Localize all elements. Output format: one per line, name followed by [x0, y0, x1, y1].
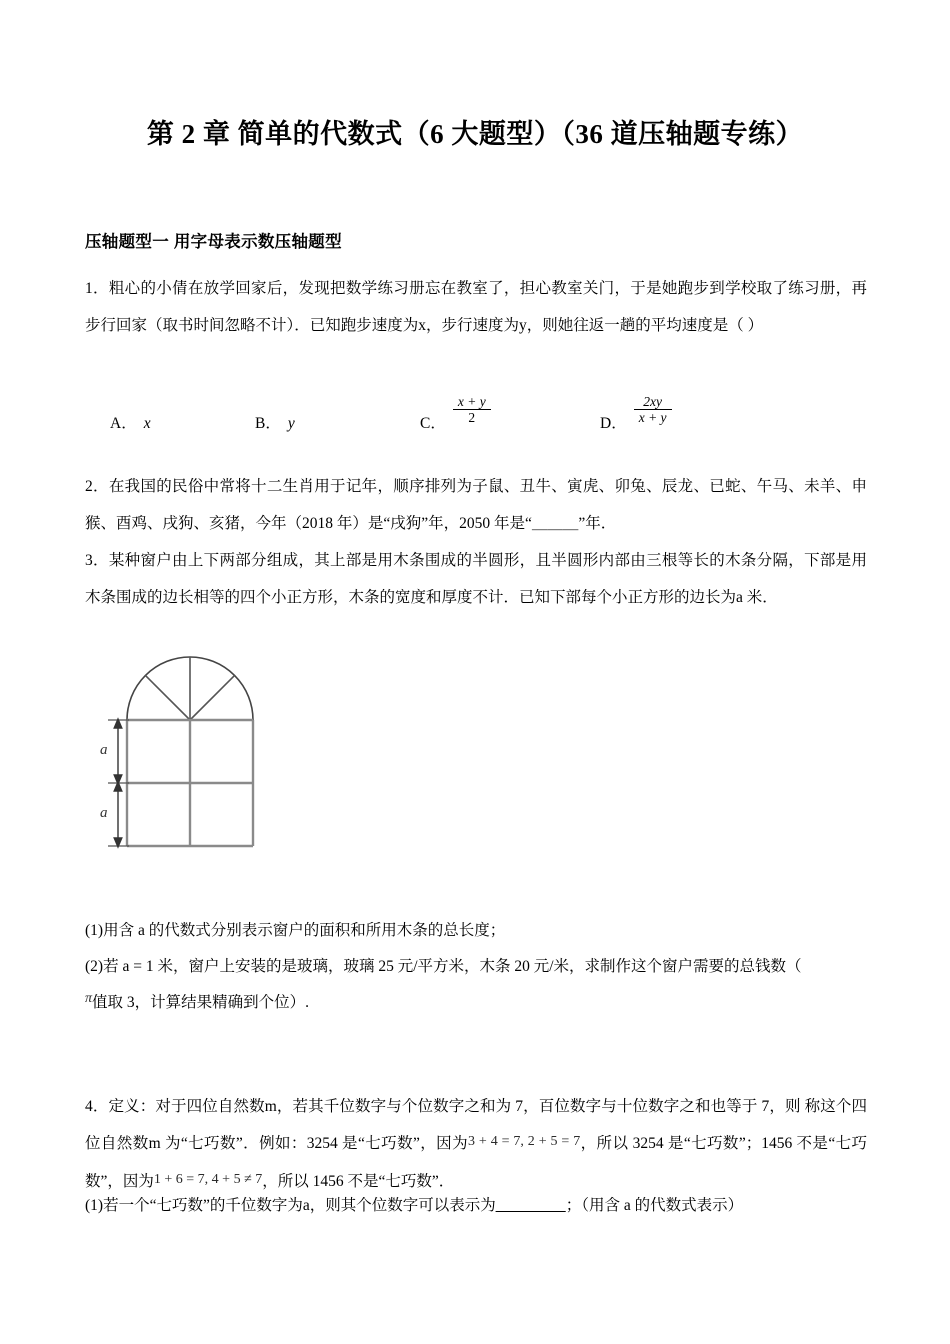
page-title: 第 2 章 简单的代数式（6 大题型）（36 道压轴题专练）	[146, 119, 804, 149]
pi-symbol: π	[85, 991, 93, 1006]
dimension-label-top: a	[100, 742, 108, 758]
question-2-text: 2．在我国的民俗中常将十二生肖用于记年，顺序排列为子鼠、丑牛、寅虎、卯兔、辰龙、已蛇、午马、未羊、申猴、酉鸡、戌狗、亥猪，今年（2018 年）是“戌狗”年，2050 年是“＿＿＿”年．	[85, 478, 867, 532]
question-4-line-3: ，所以 3254 是“七	[580, 1135, 708, 1152]
question-3-sub-2-cont	[85, 985, 867, 1022]
choice-b-value: y	[287, 415, 295, 432]
question-4-equation-1: 3 + 4 = 7, 2 + 5 = 7	[467, 1134, 581, 1149]
question-3-sub-2	[85, 949, 867, 985]
choice-d-numerator: 2xy	[643, 393, 662, 409]
question-4-equation-2: 1 + 6 = 7, 4 + 5 ≠ 7	[153, 1172, 263, 1187]
choice-b[interactable]	[255, 411, 295, 433]
question-1-choices	[110, 383, 870, 433]
choice-c-numerator: x + y	[457, 393, 486, 409]
question-3-sub-1: (1)用含 a 的代数式分别表示窗户的面积和所用木条的总长度；	[85, 922, 506, 939]
question-3-sub-2-tail: 值取 3，计算结果精确到个位）.	[92, 994, 310, 1011]
choice-a-value: x	[143, 415, 151, 432]
choice-c-label: C．	[420, 415, 446, 432]
choice-c-denominator: 2	[453, 409, 491, 425]
question-4-line-4: 巧数”；1456 不是“七巧数”，因为	[85, 1135, 868, 1190]
question-3-sub-2-text: (2)若 a = 1 米，窗户上安装的是玻璃，玻璃 25 元/平方米，木条 20 元/米，求制作这个窗户需要的总钱数（	[85, 958, 802, 975]
choice-d-denominator: x + y	[634, 409, 672, 425]
question-4-sub-1-text: (1)若一个“七巧数”的千位数字为a，则其个位数字可以表示为	[85, 1197, 496, 1214]
question-1-text: 1．粗心的小倩在放学回家后，发现把数学练习册忘在教室了，担心教室关门，于是她跑步到学校取了练习册，再步行回家（取书时间忽略不计）．已知跑步速度为x，步行速度为y，则她往返一趟的平均速度是（ ）	[85, 280, 867, 334]
choice-d-fraction	[634, 394, 672, 425]
question-4-line-5: ，所以 1456 不是“七巧数”．	[262, 1173, 455, 1190]
question-4-line-1: 4．定义：对于四位自然数m，若其千位数字与个位数字之和为 7，百位数字与十位数字之和也等于 7，则	[85, 1098, 801, 1115]
answer-blank[interactable]: ________	[495, 1197, 566, 1214]
choice-b-label: B．	[255, 415, 281, 432]
question-4-sub-1-tail: ；（用含 a 的代数式表示）	[565, 1197, 744, 1214]
choice-a-label: A．	[110, 415, 137, 432]
dimension-label-bottom: a	[100, 805, 108, 821]
choice-d-label: D．	[600, 415, 627, 432]
section-heading: 压轴题型一 用字母表示数压轴题型	[85, 233, 342, 251]
choice-c-fraction	[453, 394, 491, 425]
question-3-subquestions	[85, 913, 867, 1022]
choice-d[interactable]	[600, 393, 672, 433]
question-4-line-2: 称这个四位自然数m 为“七巧数”．例如：3254 是“七巧数”，因为	[85, 1098, 867, 1152]
question-4-subquestions	[85, 1187, 867, 1224]
window-diagram-figure	[100, 650, 350, 900]
question-4-text	[85, 1088, 867, 1201]
question-3-text: 3．某种窗户由上下两部分组成，其上部是用木条围成的半圆形，且半圆形内部由三根等长的木条分隔，下部是用木条围成的边长相等的四个小正方形，木条的宽度和厚度不计．已知下部每个小正方形的边长为a 米．	[85, 552, 867, 606]
choice-a[interactable]	[110, 411, 151, 433]
choice-c[interactable]	[420, 393, 491, 433]
